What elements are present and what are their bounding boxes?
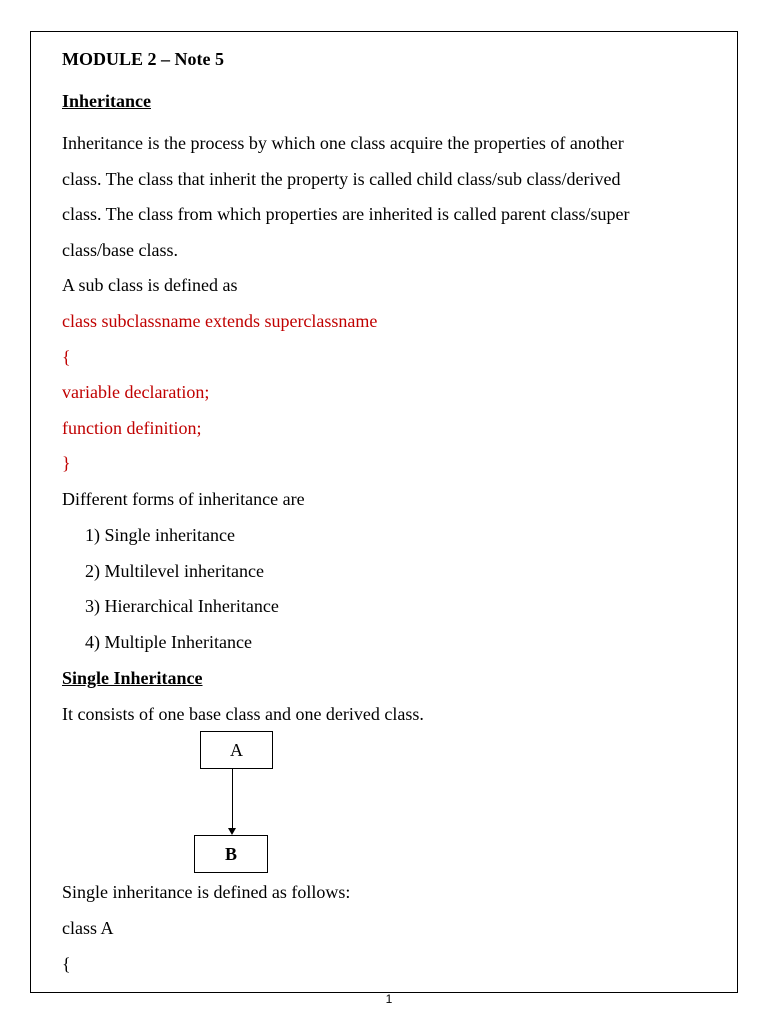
list-item: 3) Hierarchical Inheritance: [85, 596, 279, 616]
code-line: {: [62, 954, 71, 974]
diagram-arrow-head-icon: [228, 828, 236, 835]
page-number: 1: [385, 992, 393, 1006]
diagram-arrow-line: [232, 769, 233, 829]
paragraph-line: Inheritance is the process by which one class acquire the properties of another: [62, 133, 624, 153]
section-title-inheritance: Inheritance: [62, 91, 151, 111]
diagram-box-derived-class: [194, 835, 268, 873]
code-line: function definition;: [62, 418, 202, 438]
list-item: 2) Multilevel inheritance: [85, 561, 264, 581]
forms-intro: Different forms of inheritance are: [62, 489, 305, 509]
code-line: class subclassname extends superclassname: [62, 311, 378, 331]
paragraph-line: class. The class from which properties are inherited is called parent class/super: [62, 204, 630, 224]
diagram-box-base-class: [200, 731, 273, 769]
diagram-label-base: A: [230, 739, 243, 760]
paragraph-line: class/base class.: [62, 240, 178, 260]
code-line: class A: [62, 918, 114, 938]
single-inheritance-defined: Single inheritance is defined as follows:: [62, 882, 351, 902]
document-heading: MODULE 2 – Note 5: [62, 49, 224, 69]
paragraph-line: class. The class that inherit the property is called child class/sub class/derived: [62, 169, 621, 189]
list-item: 1) Single inheritance: [85, 525, 235, 545]
code-line: variable declaration;: [62, 382, 210, 402]
code-line: {: [62, 347, 71, 367]
diagram-label-derived: B: [224, 843, 237, 864]
code-line: }: [62, 453, 71, 473]
list-item: 4) Multiple Inheritance: [85, 632, 252, 652]
subclass-intro: A sub class is defined as: [62, 275, 238, 295]
section-title-single-inheritance: Single Inheritance: [62, 668, 203, 688]
single-inheritance-description: It consists of one base class and one derived class.: [62, 704, 424, 724]
